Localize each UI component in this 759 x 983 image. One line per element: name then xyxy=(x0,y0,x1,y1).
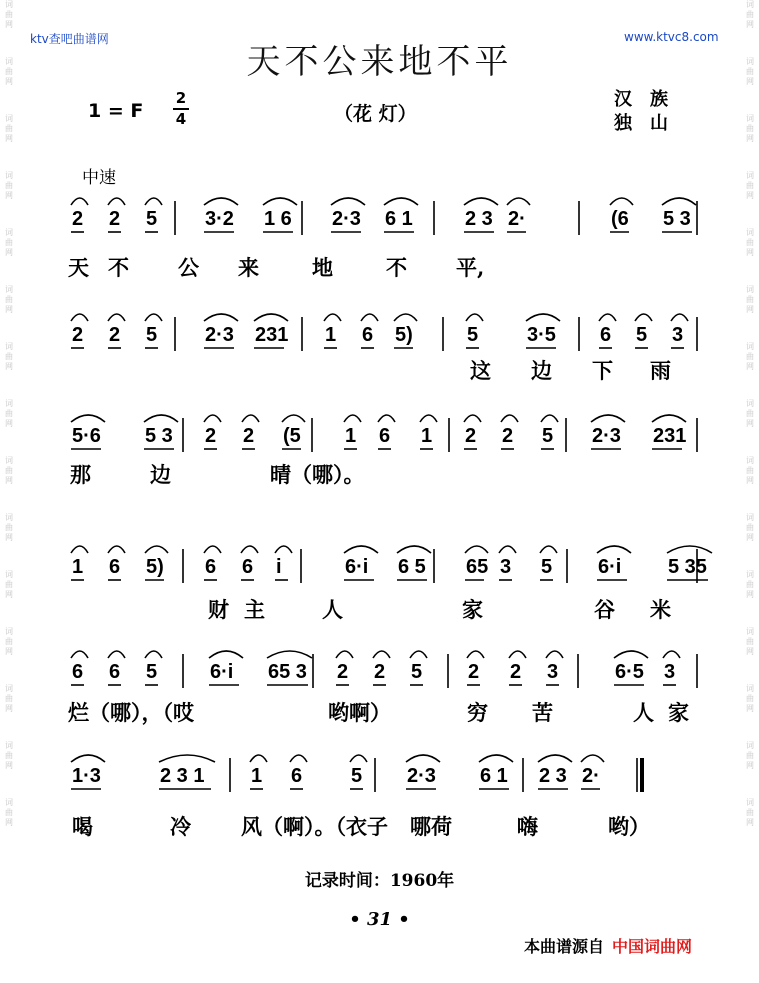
lyric: 主 xyxy=(244,597,265,622)
slur xyxy=(263,198,297,205)
note: 2· xyxy=(508,208,526,230)
note: 2 xyxy=(374,661,386,683)
slur xyxy=(241,546,258,553)
note: 3·2 xyxy=(205,208,234,230)
side-watermark-char: 曲 xyxy=(746,10,754,19)
slur xyxy=(538,755,572,762)
note: 6 xyxy=(72,661,84,683)
side-watermark-char: 词 xyxy=(746,741,754,750)
side-watermark-char: 网 xyxy=(5,134,13,143)
side-watermark-char: 词 xyxy=(746,285,754,294)
slur xyxy=(71,546,88,553)
lyric: 谷 xyxy=(594,597,615,622)
slur xyxy=(331,198,365,205)
note: 2 xyxy=(72,208,84,230)
note: 3 xyxy=(664,661,676,683)
note: 231 xyxy=(653,425,687,447)
side-watermark-char: 词 xyxy=(5,57,13,66)
slur xyxy=(71,415,105,422)
side-watermark-char: 词 xyxy=(746,228,754,237)
slur xyxy=(464,415,481,422)
slur xyxy=(507,198,530,205)
lyric: 不 xyxy=(386,255,407,280)
note: 3 xyxy=(500,556,512,578)
key-signature: 1 = F xyxy=(88,100,144,122)
side-watermark-char: 网 xyxy=(746,20,754,29)
side-watermark-char: 网 xyxy=(5,533,13,542)
lyric: 雨 xyxy=(650,358,671,383)
side-watermark-char: 词 xyxy=(5,0,13,9)
slur xyxy=(526,314,560,321)
slur xyxy=(336,651,353,658)
note: 2 xyxy=(502,425,514,447)
lyric: 不 xyxy=(108,255,129,280)
side-watermark-char: 词 xyxy=(5,114,13,123)
song-title: 天不公来地不平 xyxy=(246,42,513,82)
note: 2·3 xyxy=(407,765,436,787)
slur xyxy=(275,546,292,553)
note: 2·3 xyxy=(205,324,234,346)
note: 5·6 xyxy=(72,425,101,447)
side-watermark-char: 曲 xyxy=(5,238,13,247)
side-watermark-char: 曲 xyxy=(746,580,754,589)
slur xyxy=(324,314,341,321)
note: 3 xyxy=(547,661,559,683)
side-watermark-char: 词 xyxy=(746,627,754,636)
slur xyxy=(204,198,238,205)
note: 1 xyxy=(325,324,337,346)
note: 6 xyxy=(600,324,612,346)
note: 2 xyxy=(109,324,121,346)
note: 5 3 xyxy=(145,425,173,447)
lyric: 天 xyxy=(68,255,89,280)
side-watermark-char: 曲 xyxy=(746,238,754,247)
lyric: 嗨 xyxy=(517,814,538,839)
slur xyxy=(71,314,88,321)
time-signature-bottom: 4 xyxy=(175,110,187,128)
slur xyxy=(350,755,367,762)
slur xyxy=(499,546,516,553)
watermark-top-right: www.ktvc8.com xyxy=(624,30,719,44)
slur xyxy=(509,651,526,658)
note: 6 xyxy=(291,765,303,787)
note: 2 3 1 xyxy=(160,765,205,787)
note: 5 35 xyxy=(668,556,707,578)
slur xyxy=(145,314,162,321)
note: 3 xyxy=(672,324,684,346)
note: 5 xyxy=(541,556,553,578)
side-watermark-char: 词 xyxy=(5,456,13,465)
side-watermark-char: 网 xyxy=(746,248,754,257)
side-watermark-char: 曲 xyxy=(5,523,13,532)
slur xyxy=(145,546,168,553)
slur xyxy=(254,314,288,321)
lyric: 哪荷 xyxy=(410,814,452,839)
note: 5 xyxy=(636,324,648,346)
slur xyxy=(420,415,437,422)
lyric: 公 xyxy=(178,255,199,280)
note: 2 3 xyxy=(539,765,567,787)
lyric: 来 xyxy=(238,255,259,280)
side-watermark-char: 词 xyxy=(5,171,13,180)
side-watermark-char: 网 xyxy=(746,647,754,656)
slur xyxy=(204,546,221,553)
side-watermark-char: 词 xyxy=(5,342,13,351)
lyric: 下 xyxy=(592,358,613,383)
side-watermark-char: 词 xyxy=(5,741,13,750)
slur xyxy=(466,314,483,321)
side-watermark-char: 网 xyxy=(746,305,754,314)
side-watermark-char: 曲 xyxy=(746,523,754,532)
lyric: 风（啊）。（衣子 xyxy=(241,814,388,839)
side-watermark-char: 词 xyxy=(746,171,754,180)
slur xyxy=(546,651,563,658)
note: 1 xyxy=(72,556,84,578)
slur xyxy=(373,651,390,658)
slur xyxy=(671,314,688,321)
source-brand: 中国词曲网 xyxy=(612,937,693,956)
slur xyxy=(204,415,221,422)
side-watermark-char: 词 xyxy=(746,0,754,9)
side-watermark-char: 词 xyxy=(746,399,754,408)
side-watermark-char: 词 xyxy=(5,798,13,807)
side-watermark-char: 词 xyxy=(5,627,13,636)
side-watermark-char: 网 xyxy=(5,362,13,371)
slur xyxy=(378,415,395,422)
note: 2·3 xyxy=(332,208,361,230)
note: 65 xyxy=(466,556,489,578)
slur xyxy=(467,651,484,658)
source-label: 本曲谱源自 xyxy=(524,937,605,956)
page-number: • 31 • xyxy=(349,909,410,930)
note: 2 xyxy=(510,661,522,683)
source-credit xyxy=(524,934,692,957)
side-watermark-char: 曲 xyxy=(5,694,13,703)
side-watermark-char: 词 xyxy=(5,285,13,294)
slur xyxy=(71,651,88,658)
side-watermark-char: 词 xyxy=(5,399,13,408)
side-watermark-char: 网 xyxy=(746,533,754,542)
side-watermark-char: 词 xyxy=(5,570,13,579)
note: 1 xyxy=(345,425,357,447)
note: 5 3 xyxy=(663,208,691,230)
slur xyxy=(108,651,125,658)
note: 2 3 xyxy=(465,208,493,230)
slur xyxy=(71,755,105,762)
origin-line-1: 汉族 xyxy=(614,89,686,110)
side-watermark-char: 曲 xyxy=(746,409,754,418)
lyric: 哟啊） xyxy=(328,700,391,725)
side-watermark-char: 网 xyxy=(5,77,13,86)
slur xyxy=(145,198,162,205)
slur xyxy=(394,314,417,321)
lyric: 米 xyxy=(650,597,671,622)
side-watermark-char: 词 xyxy=(5,228,13,237)
note: 5 xyxy=(467,324,479,346)
side-watermark-char: 曲 xyxy=(5,67,13,76)
slur xyxy=(108,546,125,553)
side-watermark-char: 曲 xyxy=(746,694,754,703)
slur xyxy=(541,415,558,422)
note: 2 xyxy=(337,661,349,683)
side-watermark-char: 曲 xyxy=(5,637,13,646)
note: 6 xyxy=(205,556,217,578)
note: 6 xyxy=(379,425,391,447)
note: 2 xyxy=(72,324,84,346)
note: 65 3 xyxy=(268,661,307,683)
note: 6·i xyxy=(598,556,622,578)
note: 5) xyxy=(395,324,413,346)
slur xyxy=(267,651,312,658)
side-watermark-char: 网 xyxy=(5,590,13,599)
note: 5 xyxy=(542,425,554,447)
slur xyxy=(663,651,680,658)
side-watermark-char: 曲 xyxy=(5,409,13,418)
side-watermark-char: 词 xyxy=(746,114,754,123)
note: 2·3 xyxy=(592,425,621,447)
note: i xyxy=(276,556,282,578)
note: 1·3 xyxy=(72,765,101,787)
note: 3·5 xyxy=(527,324,556,346)
note: 2 xyxy=(205,425,217,447)
slur xyxy=(344,546,378,553)
side-watermark-char: 曲 xyxy=(5,181,13,190)
time-signature-top: 2 xyxy=(175,89,187,107)
side-watermark-char: 网 xyxy=(5,305,13,314)
lyric: 那 xyxy=(70,462,91,487)
note: 6 5 xyxy=(398,556,426,578)
side-watermark-char: 曲 xyxy=(746,352,754,361)
note: 5 xyxy=(146,324,158,346)
side-watermark-char: 曲 xyxy=(746,124,754,133)
slur xyxy=(250,755,267,762)
lyric: 苦 xyxy=(532,700,553,725)
lyric: 穷 xyxy=(467,700,488,725)
side-watermark-char: 网 xyxy=(5,761,13,770)
side-watermark-char: 网 xyxy=(5,818,13,827)
slur xyxy=(599,314,616,321)
side-watermark-char: 曲 xyxy=(5,466,13,475)
lyric: 这 xyxy=(470,358,491,383)
slur xyxy=(465,546,488,553)
lyric: 地 xyxy=(312,255,333,280)
side-watermark-char: 词 xyxy=(746,684,754,693)
lyric: 人 xyxy=(322,597,343,622)
slur xyxy=(614,651,648,658)
slur xyxy=(479,755,513,762)
side-watermark-char: 网 xyxy=(746,818,754,827)
side-watermark-char: 曲 xyxy=(746,67,754,76)
side-watermark-char: 词 xyxy=(746,570,754,579)
lyric: 哟） xyxy=(608,814,650,839)
lyric: 烂（哪），（哎 xyxy=(68,700,194,725)
side-watermark-char: 网 xyxy=(5,248,13,257)
slur xyxy=(144,415,178,422)
lyric: 冷 xyxy=(170,814,191,839)
slur xyxy=(610,198,633,205)
side-watermark-char: 网 xyxy=(746,476,754,485)
lyric: 家 xyxy=(462,597,483,622)
slur xyxy=(662,198,696,205)
watermark-top-left: ktv查吧曲谱网 xyxy=(30,32,109,46)
side-watermark-char: 网 xyxy=(5,476,13,485)
note: (5 xyxy=(283,425,301,447)
slur xyxy=(501,415,518,422)
genre-label: （花 灯） xyxy=(334,103,417,125)
side-watermark-char: 曲 xyxy=(746,466,754,475)
side-watermark-char: 网 xyxy=(5,20,13,29)
side-watermark-char: 曲 xyxy=(746,808,754,817)
note: 2· xyxy=(582,765,600,787)
slur xyxy=(344,415,361,422)
note: 6 1 xyxy=(480,765,508,787)
note: 2 xyxy=(468,661,480,683)
lyric: 平, xyxy=(456,255,485,280)
slur xyxy=(209,651,243,658)
note: 6 1 xyxy=(385,208,413,230)
note: 6 xyxy=(362,324,374,346)
note: 6·i xyxy=(345,556,369,578)
note: 2 xyxy=(109,208,121,230)
note: (6 xyxy=(611,208,629,230)
side-watermark-char: 曲 xyxy=(5,580,13,589)
note: 5 xyxy=(146,208,158,230)
slur xyxy=(591,415,625,422)
side-watermark-char: 网 xyxy=(5,647,13,656)
lyric: 晴（哪）。 xyxy=(270,462,365,487)
slur xyxy=(204,314,238,321)
lyric: 边 xyxy=(150,462,171,487)
side-watermark-char: 网 xyxy=(746,590,754,599)
slur xyxy=(384,198,418,205)
note: 6 xyxy=(109,661,121,683)
side-watermark-char: 网 xyxy=(746,134,754,143)
side-watermark-char: 曲 xyxy=(746,637,754,646)
slur xyxy=(71,198,88,205)
side-watermark-char: 词 xyxy=(746,798,754,807)
note: 1 xyxy=(421,425,433,447)
side-watermark-char: 网 xyxy=(5,419,13,428)
slur xyxy=(581,755,604,762)
slur xyxy=(635,314,652,321)
slur xyxy=(159,755,215,762)
side-watermark-char: 网 xyxy=(746,77,754,86)
side-watermark-char: 网 xyxy=(5,191,13,200)
side-watermark-char: 网 xyxy=(746,191,754,200)
note: 1 xyxy=(251,765,263,787)
note: 2 xyxy=(465,425,477,447)
note: 231 xyxy=(255,324,289,346)
side-watermark-char: 曲 xyxy=(5,352,13,361)
side-watermark-char: 网 xyxy=(746,362,754,371)
slur xyxy=(652,415,686,422)
slur xyxy=(597,546,631,553)
note: 6·5 xyxy=(615,661,644,683)
side-watermark-char: 曲 xyxy=(746,751,754,760)
tempo-marking: 中速 xyxy=(82,168,116,188)
side-watermark-char: 曲 xyxy=(5,751,13,760)
side-watermark-char: 网 xyxy=(5,704,13,713)
slur xyxy=(397,546,431,553)
lyric: 边 xyxy=(531,358,552,383)
note: 5 xyxy=(351,765,363,787)
note: 1 6 xyxy=(264,208,292,230)
origin-line-2: 独山 xyxy=(614,113,686,134)
side-watermark-char: 网 xyxy=(746,761,754,770)
side-watermark-char: 词 xyxy=(746,513,754,522)
side-watermark-char: 曲 xyxy=(5,10,13,19)
slur xyxy=(361,314,378,321)
side-watermark-char: 词 xyxy=(5,684,13,693)
lyric: 人 xyxy=(633,700,654,725)
side-watermark-char: 词 xyxy=(746,456,754,465)
note: 6·i xyxy=(210,661,234,683)
slur xyxy=(282,415,305,422)
side-watermark-char: 网 xyxy=(746,704,754,713)
side-watermark-char: 曲 xyxy=(5,124,13,133)
side-watermark-char: 曲 xyxy=(5,295,13,304)
note: 5 xyxy=(146,661,158,683)
note: 6 xyxy=(109,556,121,578)
note: 6 xyxy=(242,556,254,578)
slur xyxy=(540,546,557,553)
side-watermark-char: 词 xyxy=(746,342,754,351)
note: 5) xyxy=(146,556,164,578)
slur xyxy=(145,651,162,658)
slur xyxy=(464,198,498,205)
slur xyxy=(242,415,259,422)
note: 2 xyxy=(243,425,255,447)
side-watermark-char: 曲 xyxy=(5,808,13,817)
slur xyxy=(108,198,125,205)
slur xyxy=(410,651,427,658)
slur xyxy=(108,314,125,321)
lyric: 家 xyxy=(668,700,689,725)
side-watermark-char: 曲 xyxy=(746,181,754,190)
side-watermark-char: 词 xyxy=(746,57,754,66)
slur xyxy=(667,546,712,553)
side-watermark-char: 网 xyxy=(746,419,754,428)
slur xyxy=(406,755,440,762)
record-time: 记录时间：1960年 xyxy=(304,871,455,891)
side-watermark-char: 词 xyxy=(5,513,13,522)
lyric: 财 xyxy=(208,597,229,622)
lyric: 喝 xyxy=(72,814,93,839)
note: 5 xyxy=(411,661,423,683)
slur xyxy=(290,755,307,762)
side-watermark-char: 曲 xyxy=(746,295,754,304)
